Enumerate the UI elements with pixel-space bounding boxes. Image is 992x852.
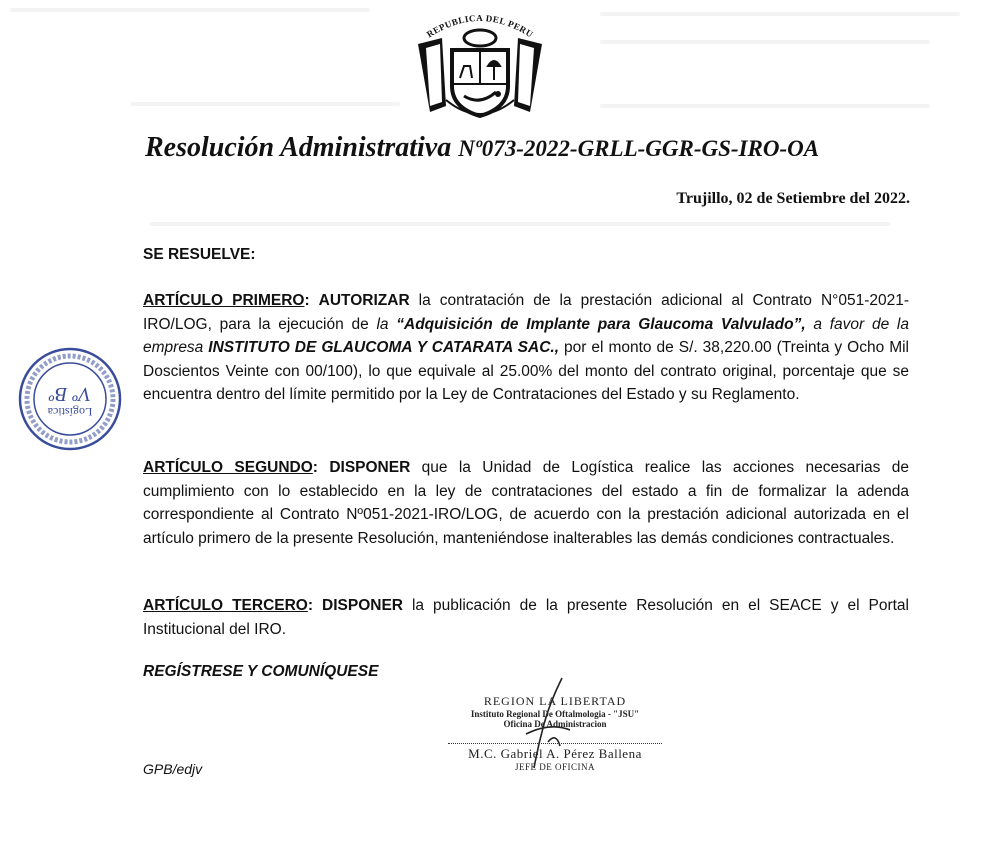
bleed-through-line <box>130 102 400 106</box>
article-first-label: ARTÍCULO PRIMERO <box>143 292 305 309</box>
resolution-number: Nº073-2022-GRLL-GGR-GS-IRO-OA <box>458 136 820 161</box>
article-first: ARTÍCULO PRIMERO: AUTORIZAR la contratación de la prestación adicional al Contrato N°051-2021-IRO/LOG, para la ejecución de la “Adquisición de Implante para Glaucoma Valvulado”, a favor de la empresa INSTITUTO DE GLAUCOMA Y CATARATA SAC., por el monto de S/. 38,220.00 (Treinta y Ocho Mil Doscientos Veinte con 00/100), lo que equivale al 25.00% del monto del contrato original, porcentaje que se encuentra dentro del límite permitido por la Ley de Contrataciones del Estado y su Reglamento. <box>143 292 909 403</box>
company-name: INSTITUTO DE GLAUCOMA Y CATARATA SAC., <box>208 339 560 356</box>
article-first-verb: AUTORIZAR <box>318 292 410 309</box>
article-third-verb: DISPONER <box>322 597 403 614</box>
resolution-title <box>145 132 865 164</box>
bleed-through-line <box>150 222 890 226</box>
title-text: Resolución Administrativa <box>145 132 452 163</box>
article-second-verb: DISPONER <box>329 459 411 476</box>
typist-initials: GPB/edjv <box>143 761 203 777</box>
coat-of-arms <box>412 4 548 122</box>
signature-institute: Instituto Regional De Oftalmologia - "JSU" <box>470 709 640 719</box>
svg-text:REPUBLICA DEL PERU: REPUBLICA DEL PERU <box>424 12 536 40</box>
closing-formula: REGÍSTRESE Y COMUNÍQUESE <box>143 663 379 680</box>
article-third-label: ARTÍCULO TERCERO <box>143 597 308 614</box>
article-second-label: ARTÍCULO SEGUNDO <box>143 459 313 476</box>
signature-line <box>448 743 662 744</box>
coat-of-arms-icon <box>412 4 548 122</box>
signer-name: M.C. Gabriel A. Pérez Ballena <box>468 746 642 761</box>
stamp-approval: Vº Bº <box>49 383 91 405</box>
signature-region: REGION LA LIBERTAD <box>483 694 627 708</box>
bleed-through-line <box>10 8 370 12</box>
bleed-through-line <box>600 12 960 16</box>
bleed-through-line <box>600 104 930 108</box>
article-second: ARTÍCULO SEGUNDO: DISPONER que la Unidad de Logística realice las acciones necesarias de cumplimiento con lo establecido en la ley de contrataciones del estado a fin de formalizar la adenda correspondiente al Contrato Nº051-2021-IRO/LOG, de acuerdo con la prestación adicional autorizada en el artículo primero de la presente Resolución, manteniéndose inalterables las demás condiciones contractuales. <box>143 459 909 547</box>
dateline: Trujillo, 02 de Setiembre del 2022. <box>676 190 910 207</box>
signature-block <box>445 694 665 772</box>
signer-role: JEFE DE OFICINA <box>514 762 595 772</box>
logistics-stamp <box>16 345 124 453</box>
resolves-heading: SE RESUELVE: <box>143 246 256 263</box>
acquisition-name: “Adquisición de Implante para Glaucoma Valvulado”, <box>396 315 806 333</box>
article-third: ARTÍCULO TERCERO: DISPONER la publicación de la presente Resolución en el SEACE y el Portal Institucional del IRO. <box>143 597 909 638</box>
bleed-through-line <box>600 40 930 44</box>
stamp-unit: Logística <box>47 405 93 419</box>
signature-office: Oficina De Administracion <box>503 719 607 729</box>
